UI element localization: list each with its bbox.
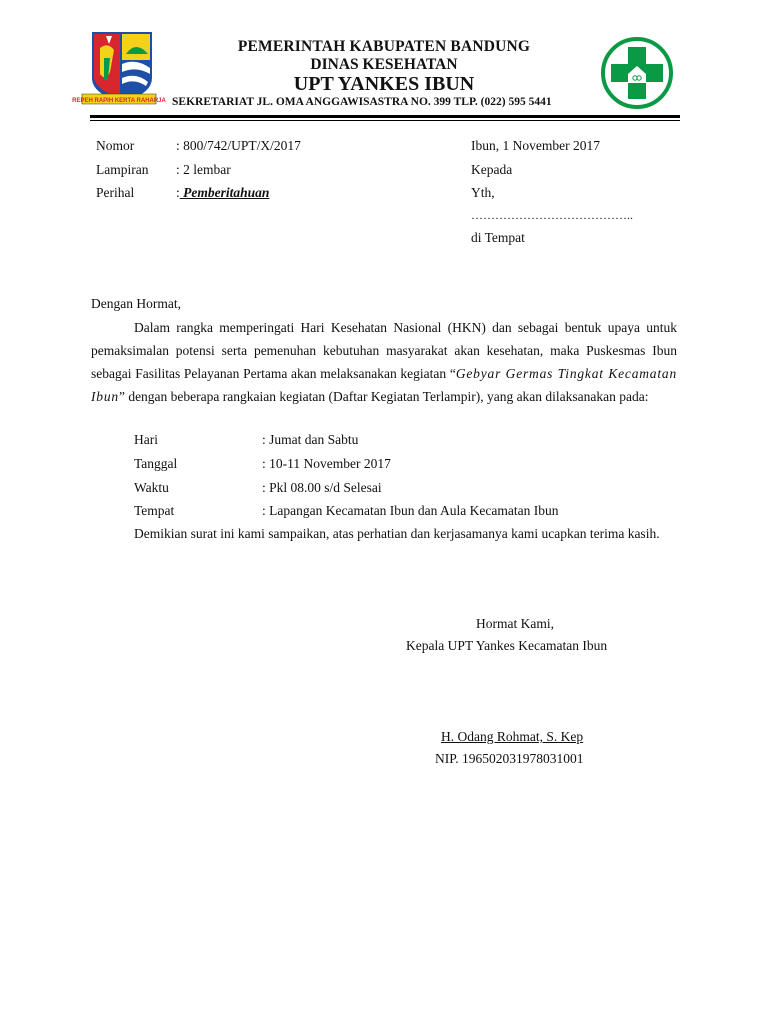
event-name: Gebyar Germas Tingkat Kecamatan Ibun bbox=[91, 366, 678, 404]
header-divider-thin bbox=[90, 120, 680, 121]
perihal-value: Pemberitahuan bbox=[179, 185, 270, 200]
header-divider-thick bbox=[90, 115, 680, 118]
signatory-position: Kepala UPT Yankes Kecamatan Ibun bbox=[406, 638, 608, 653]
letterhead-department: DINAS KESEHATAN bbox=[310, 56, 458, 73]
body-paragraph-1 bbox=[91, 316, 677, 408]
paragraph-1-text-a: Dalam rangka memperingati Hari Kesehatan Nasional (HKN) dan sebagai bentuk upaya untuk pemaksimalan potensi serta pemenuhan kebutuhan masyarakat akan kesehatan, maka Puskesmas Ibun sebagai Fasilitas Pelayanan Pertama akan melaksanakan kegiatan “ bbox=[91, 320, 677, 381]
detail-label-waktu: Waktu bbox=[134, 480, 169, 495]
detail-label-tanggal: Tanggal bbox=[134, 456, 178, 471]
recipient-name-blank: ………………………………….. bbox=[471, 208, 633, 222]
letterhead-government: PEMERINTAH KABUPATEN BANDUNG bbox=[237, 38, 531, 55]
detail-label-tempat: Tempat bbox=[134, 503, 175, 518]
detail-value-tanggal: : 10-11 November 2017 bbox=[262, 456, 391, 471]
signatory-name: H. Odang Rohmat, S. Kep bbox=[441, 729, 584, 744]
paragraph-1-text-b: ” dengan beberapa rangkaian kegiatan (Daftar Kegiatan Terlampir), yang akan dilaksanakan pada: bbox=[118, 389, 649, 404]
detail-value-waktu: : Pkl 08.00 s/d Selesai bbox=[262, 480, 382, 495]
letter-date: Ibun, 1 November 2017 bbox=[471, 138, 600, 153]
letterhead-unit: UPT YANKES IBUN bbox=[293, 73, 475, 95]
detail-value-hari: : Jumat dan Sabtu bbox=[262, 432, 359, 447]
lampiran-value: : 2 lembar bbox=[176, 162, 231, 177]
nomor-value: : 800/742/UPT/X/2017 bbox=[176, 138, 301, 153]
closing-paragraph: Demikian surat ini kami sampaikan, atas perhatian dan kerjasamanya kami ucapkan terima kasih. bbox=[134, 526, 660, 541]
lampiran-label: Lampiran bbox=[96, 162, 149, 177]
logo-motto: REPEH RAPIH KERTA RAHARJA bbox=[72, 98, 166, 104]
signatory-nip: NIP. 196502031978031001 bbox=[435, 751, 584, 766]
letterhead-address: SEKRETARIAT JL. OMA ANGGAWISASTRA NO. 399 TLP. (022) 595 5441 bbox=[172, 96, 552, 108]
greeting: Dengan Hormat, bbox=[91, 296, 181, 311]
detail-value-tempat: : Lapangan Kecamatan Ibun dan Aula Kecamatan Ibun bbox=[262, 503, 559, 518]
nomor-label: Nomor bbox=[96, 138, 135, 153]
perihal-field bbox=[176, 185, 269, 201]
detail-label-hari: Hari bbox=[134, 432, 158, 447]
recipient-yth: Yth, bbox=[471, 185, 495, 200]
perihal-label: Perihal bbox=[96, 185, 135, 200]
perihal-colon: : bbox=[176, 185, 180, 200]
signature-closing: Hormat Kami, bbox=[476, 616, 554, 631]
recipient-kepada: Kepada bbox=[471, 162, 513, 177]
recipient-location: di Tempat bbox=[471, 230, 525, 245]
